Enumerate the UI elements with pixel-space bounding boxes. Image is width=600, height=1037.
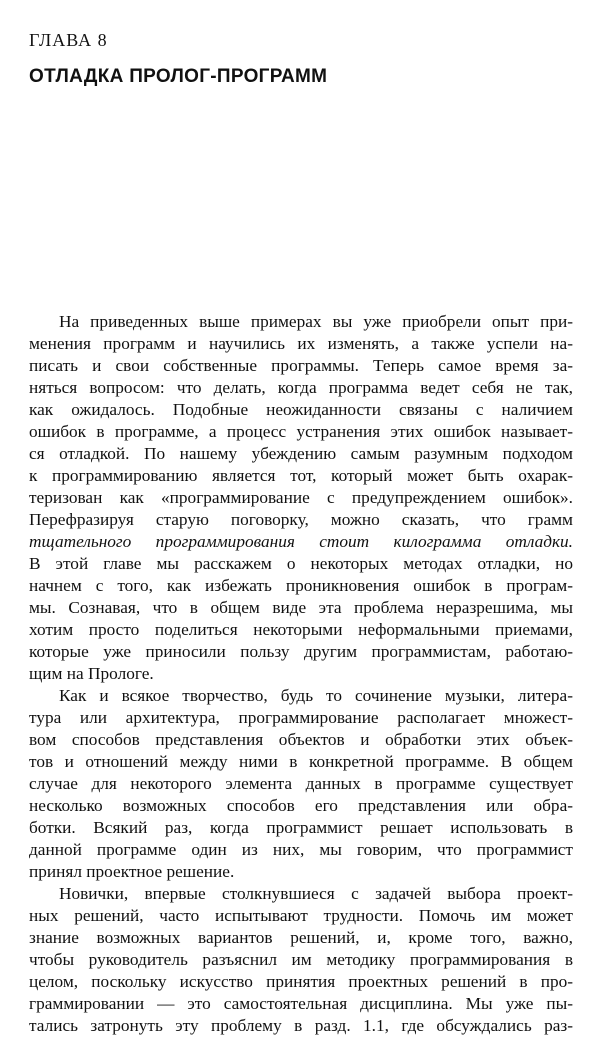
text-line: ошибок в программе, а процесс устранения этих ошибок называет- [29,422,573,441]
chapter-label: ГЛАВА 8 [29,30,108,50]
text-line: знание возможных вариантов решений, и, кроме того, важно, [29,928,573,947]
text-line: няться вопросом: что делать, когда программа ведет себя не так, [29,378,573,397]
paragraph-3 [29,883,573,1037]
text-line: которые уже приносили пользу другим программистам, работаю- [29,642,573,661]
text-line: мы. Сознавая, что в общем виде эта проблема неразрешима, мы [29,598,573,617]
text-line: как ожидалось. Подобные неожиданности связаны с наличием [29,400,573,419]
text-line: Новички, впервые столкнувшиеся с задачей выбора проект- [59,884,573,903]
text-line: граммировании — это самостоятельная дисциплина. Мы уже пы- [29,994,573,1013]
text-line: писать и свои собственные программы. Теперь самое время за- [29,356,573,375]
text-line: ся отладкой. По нашему убеждению самым разумным подходом [29,444,573,463]
text-line: чтобы руководитель разъяснил им методику программирования в [29,950,573,969]
text-line: Как и всякое творчество, будь то сочинение музыки, литера- [59,686,573,705]
text-line: случае для некоторого элемента данных в программе существует [29,774,573,793]
text-line: Перефразируя старую поговорку, можно сказать, что грамм [29,510,573,529]
text-line: щим на Прологе. [29,664,154,683]
text-line: ботки. Всякий раз, когда программист решает использовать в [29,818,573,837]
text-line: менения программ и научились их изменять, а также успели на- [29,334,573,353]
text-line: На приведенных выше примерах вы уже приобрели опыт при- [59,312,573,331]
paragraph-2 [29,685,573,883]
text-line: к программированию является тот, который может быть охарак- [29,466,573,485]
paragraph-1 [29,311,573,685]
text-line: В этой главе мы расскажем о некоторых методах отладки, но [29,554,573,573]
text-line: тались затронуть эту проблему в разд. 1.1, где обсуждались раз- [29,1016,573,1035]
text-line: тщательного программирования стоит килограмма отладки. [29,532,573,551]
text-line: данной программе один из них, мы говорим, что программист [29,840,573,859]
text-line: вом способов представления объектов и обработки этих объек- [29,730,573,749]
text-line: хотим просто поделиться некоторыми неформальными приемами, [29,620,573,639]
text-line: целом, поскольку искусство принятия проектных решений в про- [29,972,573,991]
body-text [29,311,573,1037]
text-line: ных решений, часто испытывают трудности. Помочь им может [29,906,573,925]
text-line: тов и отношений между ними в конкретной программе. В общем [29,752,573,771]
text-line: несколько возможных способов его представления или обра- [29,796,573,815]
text-line: принял проектное решение. [29,862,235,881]
text-line: теризован как «программирование с предупреждением ошибок». [29,488,573,507]
chapter-title: ОТЛАДКА ПРОЛОГ-ПРОГРАММ [29,66,328,87]
text-line: начнем с того, как избежать проникновения ошибок в програм- [29,576,573,595]
text-line: тура или архитектура, программирование располагает множест- [29,708,573,727]
